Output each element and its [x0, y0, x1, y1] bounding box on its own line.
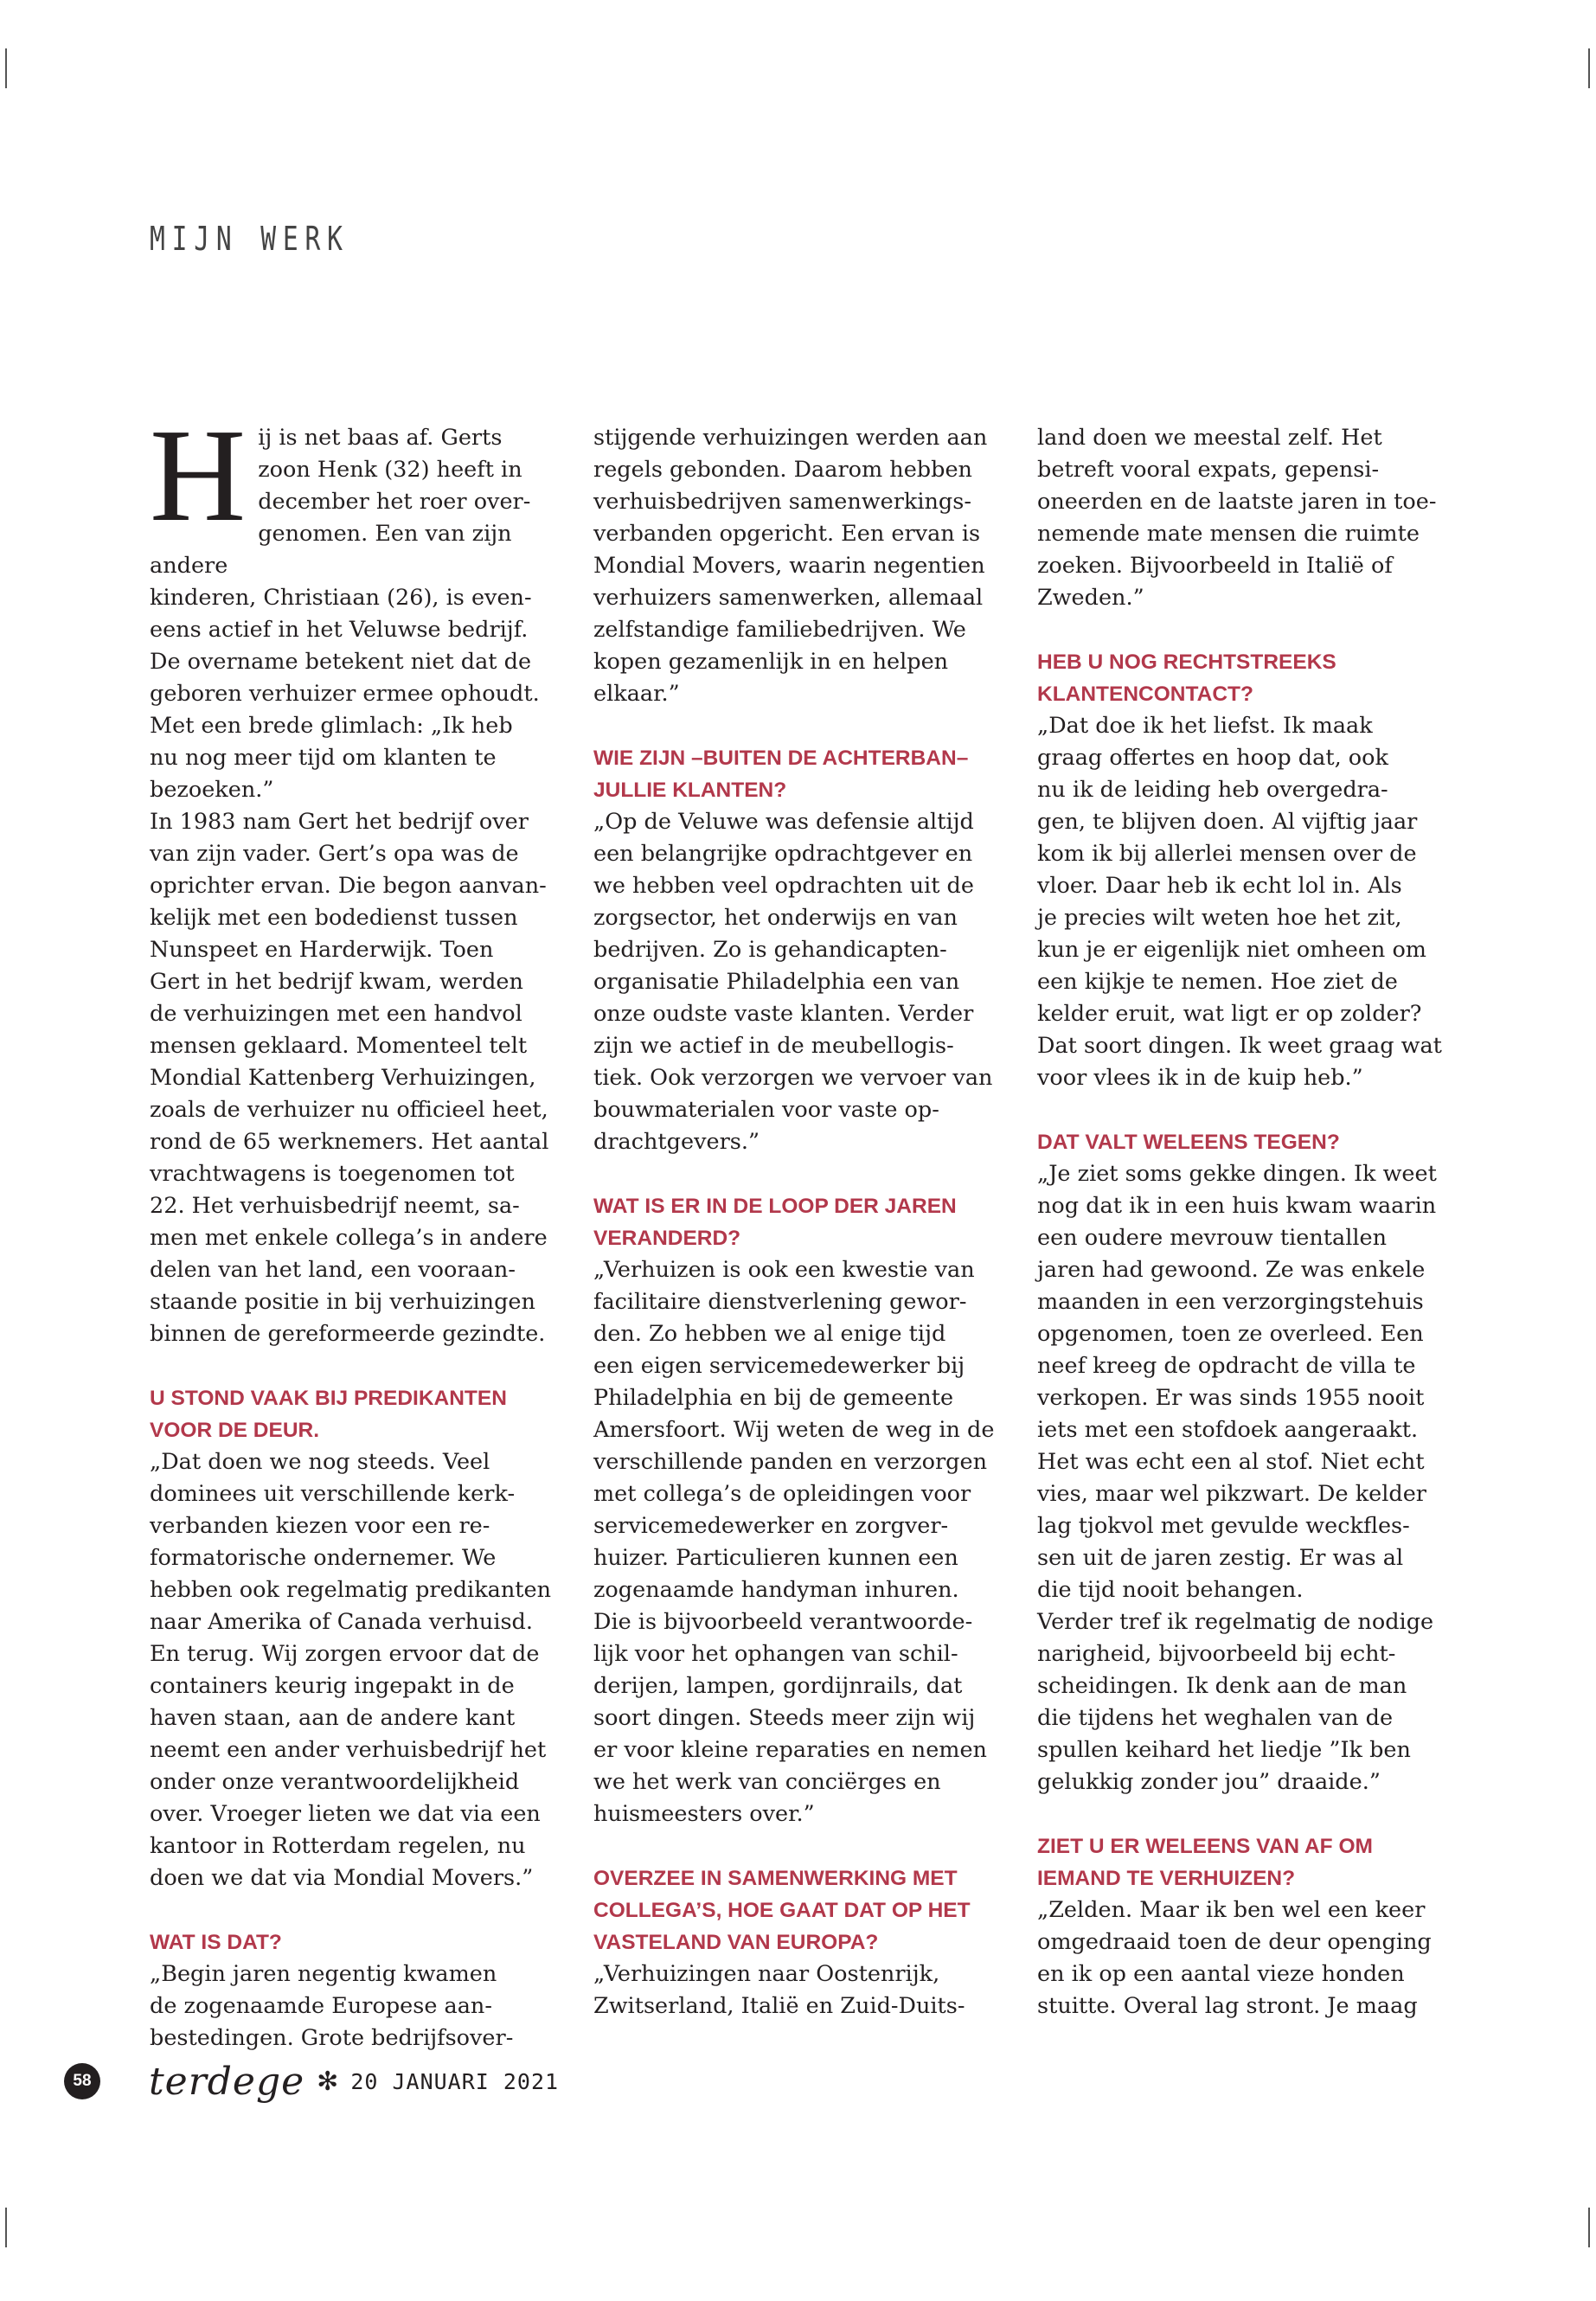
- continued-paragraph: stijgende verhuizingen werden aan regels gebonden. Daarom hebben verhuisbedrijven samenwerkings- verbanden opgericht. Een ervan is Mondial Movers, waarin negentien verhuizers samenwerken, allemaal zelfstandige familiebedrijven. We kopen gezamenlijk in en helpen elkaar.”: [593, 425, 988, 707]
- answer-paragraph: „Zelden. Maar ik ben wel een keer omgedraaid toen de deur openging en ik op een aantal vieze honden stuitte. Overal lag stront. Je maag: [1037, 1897, 1432, 2019]
- answer-paragraph: „Verhuizingen naar Oostenrijk, Zwitserland, Italië en Zuid-Duits-: [593, 1961, 965, 2019]
- question-heading: WAT IS DAT?: [150, 1931, 282, 1954]
- asterisk-icon: ✻: [317, 2066, 339, 2097]
- magazine-logo: terdege: [149, 2059, 305, 2104]
- section-label: MIJN WERK: [150, 220, 349, 258]
- article-column-3: [1037, 422, 1451, 2022]
- intro-paragraph: ij is net baas af. Gerts zoon Henk (32) heeft in december het roer over- genomen. Een van zijn andere kinderen, Christiaan (26), is even- eens actief in het Veluwse bedrijf. De overname betekent niet dat de geboren verhuizer ermee ophoudt. Met een brede glimlach: „Ik heb nu nog meer tijd om klanten te bezoeken.” In 1983 nam Gert het bedrijf over van zijn vader. Gert’s opa was de oprichter ervan. Die begon aanvan- kelijk met een bodedienst tussen Nunspeet en Harderwijk. Toen Gert in het bedrijf kwam, werden de verhuizingen met een handvol mensen geklaard. Momenteel telt Mondial Kattenberg Verhuizingen, zoals de verhuizer nu officieel heet, rond de 65 werknemers. Het aantal vrachtwagens is toegenomen tot 22. Het verhuisbedrijf neemt, sa- men met enkele collega’s in andere delen van het land, een vooraan- staande positie in bij verhuizingen binnen de gereformeerde gezindte.: [150, 425, 549, 1347]
- continued-paragraph: land doen we meestal zelf. Het betreft vooral expats, gepensi- oneerden en de laatste jaren in toe- nemende mate mensen die ruimte zoeken. Bijvoorbeeld in Italië of Zweden.”: [1037, 425, 1437, 611]
- answer-paragraph: „Dat doe ik het liefst. Ik maak graag offertes en hoop dat, ook nu ik de leiding heb overgedra- gen, te blijven doen. Al vijftig jaar kom ik bij allerlei mensen over de vloer. Daar heb ik echt lol in. Als je precies wilt weten hoe het zit, kun je er eigenlijk niet omheen om een kijkje te nemen. Hoe ziet de kelder eruit, wat ligt er op zolder? Dat soort dingen. Ik weet graag wat voor vlees ik in de kuip heb.”: [1037, 713, 1442, 1091]
- question-heading: ZIET U ER WELEENS VAN AF OM IEMAND TE VERHUIZEN?: [1037, 1835, 1373, 1890]
- question-heading: U STOND VAAK BIJ PREDIKANTEN VOOR DE DEUR.: [150, 1387, 507, 1442]
- page-footer: [64, 2057, 559, 2106]
- question-heading: WAT IS ER IN DE LOOP DER JAREN VERANDERD?: [593, 1195, 957, 1250]
- issue-date: 20 JANUARI 2021: [350, 2068, 560, 2094]
- answer-paragraph: „Verhuizen is ook een kwestie van facilitaire dienstverlening gewor- den. Zo hebben we al enige tijd een eigen servicemedewerker bij Philadelphia en bij de gemeente Amersfoort. Wij weten de weg in de verschillende panden en verzorgen met collega’s de opleidingen voor servicemedewerker en zorgver- huizer. Particulieren kunnen een zogenaamde handyman inhuren. Die is bijvoorbeeld verantwoorde- lijk voor het ophangen van schil- derijen, lampen, gordijnrails, dat soort dingen. Steeds meer zijn wij er voor kleine reparaties en nemen we het werk van conciërges en huismeesters over.”: [593, 1257, 995, 1827]
- answer-paragraph: „Dat doen we nog steeds. Veel dominees uit verschillende kerk- verbanden kiezen voor een re- formatorische ondernemer. We hebben ook regelmatig predikanten naar Amerika of Canada verhuisd. En terug. Wij zorgen ervoor dat de containers keurig ingepakt in de haven staan, aan de andere kant neemt een ander verhuisbedrijf het onder onze verantwoordelijkheid over. Vroeger lieten we dat via een kantoor in Rotterdam regelen, nu doen we dat via Mondial Movers.”: [150, 1449, 552, 1891]
- article-column-2: [593, 422, 1007, 2022]
- question-heading: OVERZEE IN SAMENWERKING MET COLLEGA’S, HOE GAAT DAT OP HET VASTELAND VAN EUROPA?: [593, 1867, 971, 1954]
- crop-mark-bottom-right: [1588, 2208, 1590, 2247]
- answer-paragraph: „Je ziet soms gekke dingen. Ik weet nog dat ik in een huis kwam waarin een oudere mevrouw tientallen jaren had gewoond. Ze was enkele maanden in een verzorgingstehuis opgenomen, toen ze overleed. Een neef kreeg de opdracht de villa te verkopen. Er was sinds 1955 nooit iets met een stofdoek aangeraakt. Het was echt een al stof. Niet echt vies, maar wel pikzwart. De kelder lag tjokvol met gevulde weckfles- sen uit de jaren zestig. Er was al die tijd nooit behangen. Verder tref ik regelmatig de nodige narigheid, bijvoorbeeld bij echt- scheidingen. Ik denk aan de man die tijdens het weghalen van de spullen keihard het liedje ”Ik ben gelukkig zonder jou” draaide.”: [1037, 1161, 1437, 1795]
- article-column-1: [150, 402, 563, 2054]
- drop-cap: H: [150, 402, 247, 549]
- question-heading: HEB U NOG RECHTSTREEKS KLANTENCONTACT?: [1037, 651, 1336, 706]
- page-number: 58: [64, 2063, 100, 2099]
- question-heading: DAT VALT WELEENS TEGEN?: [1037, 1131, 1340, 1154]
- answer-paragraph: „Op de Veluwe was defensie altijd een belangrijke opdrachtgever en we hebben veel opdrachten uit de zorgsector, het onderwijs en van bedrijven. Zo is gehandicapten- organisatie Philadelphia een van onze oudste vaste klanten. Verder zijn we actief in de meubellogis- tiek. Ook verzorgen we vervoer van bouwmaterialen voor vaste op- drachtgevers.”: [593, 809, 993, 1155]
- crop-mark-bottom-left: [5, 2208, 7, 2247]
- crop-mark-top-right: [1588, 48, 1590, 88]
- answer-paragraph: „Begin jaren negentig kwamen de zogenaamde Europese aan- bestedingen. Grote bedrijfsover-: [150, 1961, 514, 2051]
- question-heading: WIE ZIJN –BUITEN DE ACHTERBAN– JULLIE KLANTEN?: [593, 747, 969, 802]
- crop-mark-top-left: [5, 48, 7, 88]
